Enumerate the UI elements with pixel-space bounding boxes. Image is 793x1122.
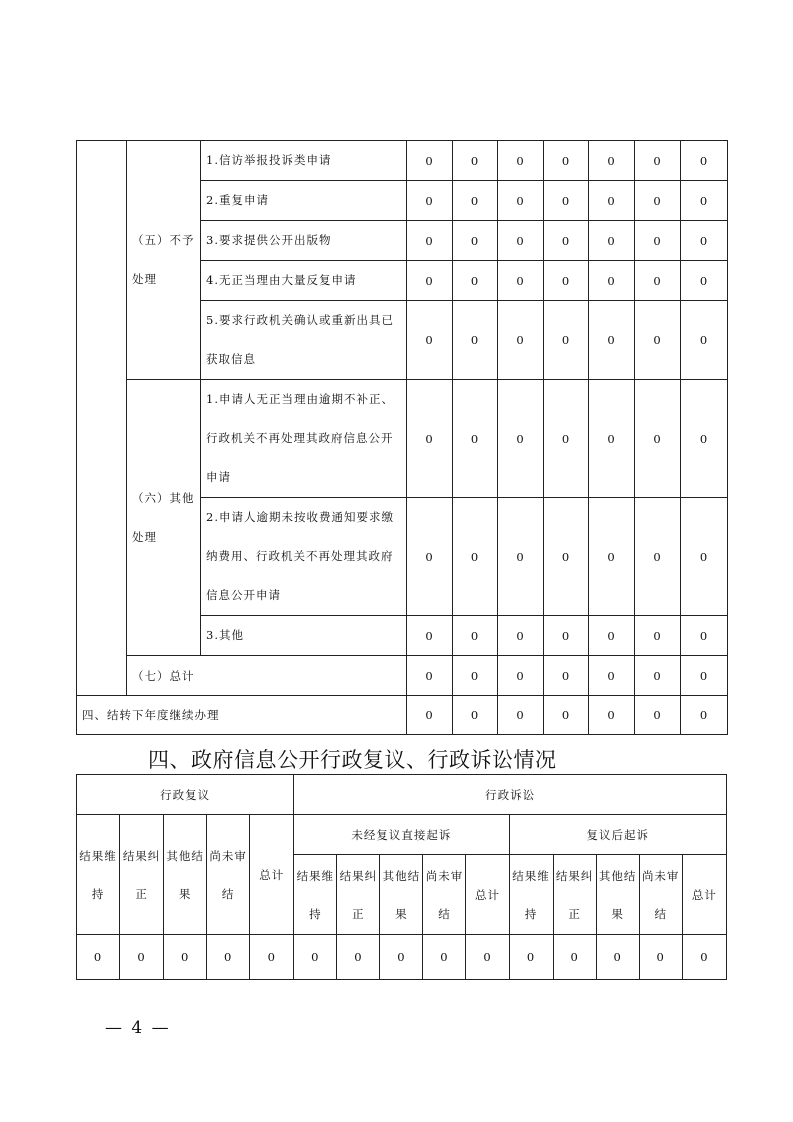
value-cell: 0 [453, 696, 498, 735]
carryover-label: 四、结转下年度继续办理 [77, 696, 407, 735]
value-cell: 0 [553, 935, 596, 980]
application-handling-table [76, 140, 728, 735]
after-review-col-header: 结果维持 [509, 855, 553, 935]
review-col-header: 总计 [250, 815, 294, 935]
total-row [77, 656, 728, 696]
direct-col-header: 尚未审结 [423, 855, 466, 935]
value-cell: 0 [407, 181, 453, 221]
value-cell: 0 [635, 380, 681, 498]
carryover-row [77, 696, 728, 735]
direct-col-header: 结果维持 [294, 855, 337, 935]
value-cell: 0 [635, 498, 681, 616]
review-col-header: 结果纠正 [120, 815, 164, 935]
value-cell: 0 [544, 301, 589, 380]
value-cell: 0 [498, 380, 544, 498]
value-cell: 0 [498, 301, 544, 380]
value-cell: 0 [589, 380, 635, 498]
review-col-header: 结果维持 [77, 815, 120, 935]
value-cell: 0 [681, 380, 728, 498]
value-cell: 0 [453, 498, 498, 616]
value-cell: 0 [498, 141, 544, 181]
value-cell: 0 [589, 261, 635, 301]
outer-blank-cell [77, 141, 127, 696]
value-cell: 0 [407, 616, 453, 656]
value-cell: 0 [453, 221, 498, 261]
row-label: 3.其他 [201, 616, 407, 656]
total-label: （七）总计 [127, 656, 407, 696]
after-review-header: 复议后起诉 [509, 815, 726, 855]
review-header: 行政复议 [77, 775, 294, 815]
value-cell: 0 [635, 141, 681, 181]
direct-col-header: 总计 [466, 855, 509, 935]
value-cell: 0 [681, 301, 728, 380]
direct-suit-header: 未经复议直接起诉 [294, 815, 509, 855]
value-cell: 0 [407, 141, 453, 181]
value-cell: 0 [681, 261, 728, 301]
value-cell: 0 [509, 935, 553, 980]
value-cell: 0 [589, 696, 635, 735]
group-label-other-processing: （六）其他处理 [127, 380, 201, 656]
group-label-no-processing: （五）不予处理 [127, 141, 201, 380]
review-litigation-table [76, 774, 727, 980]
value-cell: 0 [77, 935, 120, 980]
value-cell: 0 [681, 498, 728, 616]
value-cell: 0 [544, 656, 589, 696]
value-cell: 0 [544, 141, 589, 181]
value-cell: 0 [682, 935, 726, 980]
direct-col-header: 结果纠正 [337, 855, 380, 935]
page-number: — 4 — [105, 1018, 171, 1038]
value-cell: 0 [544, 616, 589, 656]
value-cell: 0 [207, 935, 250, 980]
value-cell: 0 [120, 935, 164, 980]
value-cell: 0 [589, 221, 635, 261]
section-heading: 四、政府信息公开行政复议、行政诉讼情况 [148, 748, 557, 772]
value-cell: 0 [544, 221, 589, 261]
direct-col-header: 其他结果 [380, 855, 423, 935]
value-cell: 0 [250, 935, 294, 980]
value-cell: 0 [337, 935, 380, 980]
value-cell: 0 [164, 935, 207, 980]
value-cell: 0 [294, 935, 337, 980]
value-cell: 0 [681, 181, 728, 221]
value-cell: 0 [544, 696, 589, 735]
value-cell: 0 [544, 181, 589, 221]
value-cell: 0 [635, 301, 681, 380]
row-label: 3.要求提供公开出版物 [201, 221, 407, 261]
value-cell: 0 [498, 261, 544, 301]
value-cell: 0 [453, 301, 498, 380]
value-cell: 0 [635, 656, 681, 696]
value-cell: 0 [407, 301, 453, 380]
value-cell: 0 [589, 498, 635, 616]
value-cell: 0 [407, 656, 453, 696]
value-cell: 0 [635, 261, 681, 301]
value-cell: 0 [589, 141, 635, 181]
value-cell: 0 [407, 696, 453, 735]
review-col-header: 尚未审结 [207, 815, 250, 935]
value-cell: 0 [635, 616, 681, 656]
value-cell: 0 [407, 261, 453, 301]
value-cell: 0 [380, 935, 423, 980]
value-cell: 0 [681, 616, 728, 656]
value-cell: 0 [639, 935, 682, 980]
value-cell: 0 [681, 141, 728, 181]
value-cell: 0 [407, 380, 453, 498]
row-label: 1.信访举报投诉类申请 [201, 141, 407, 181]
value-cell: 0 [544, 498, 589, 616]
value-cell: 0 [589, 616, 635, 656]
table-row [77, 380, 728, 498]
value-cell: 0 [589, 656, 635, 696]
value-cell: 0 [453, 141, 498, 181]
value-cell: 0 [453, 380, 498, 498]
value-cell: 0 [453, 656, 498, 696]
value-cell: 0 [635, 181, 681, 221]
value-cell: 0 [498, 696, 544, 735]
table-row [77, 141, 728, 181]
value-cell: 0 [596, 935, 639, 980]
value-cell: 0 [589, 181, 635, 221]
value-cell: 0 [681, 656, 728, 696]
value-cell: 0 [407, 221, 453, 261]
value-cell: 0 [498, 498, 544, 616]
review-col-header: 其他结果 [164, 815, 207, 935]
value-cell: 0 [498, 221, 544, 261]
value-cell: 0 [423, 935, 466, 980]
value-cell: 0 [498, 616, 544, 656]
value-cell: 0 [453, 616, 498, 656]
value-cell: 0 [466, 935, 509, 980]
after-review-col-header: 尚未审结 [639, 855, 682, 935]
row-label: 2.申请人逾期未按收费通知要求缴纳费用、行政机关不再处理其政府信息公开申请 [201, 498, 407, 616]
after-review-col-header: 其他结果 [596, 855, 639, 935]
value-cell: 0 [681, 696, 728, 735]
value-cell: 0 [635, 221, 681, 261]
row-label: 1.申请人无正当理由逾期不补正、行政机关不再处理其政府信息公开申请 [201, 380, 407, 498]
value-cell: 0 [407, 498, 453, 616]
row-label: 5.要求行政机关确认或重新出具已获取信息 [201, 301, 407, 380]
value-cell: 0 [498, 181, 544, 221]
value-cell: 0 [635, 696, 681, 735]
value-cell: 0 [544, 380, 589, 498]
litigation-header: 行政诉讼 [294, 775, 727, 815]
row-label: 2.重复申请 [201, 181, 407, 221]
after-review-col-header: 总计 [682, 855, 726, 935]
value-cell: 0 [498, 656, 544, 696]
value-cell: 0 [681, 221, 728, 261]
value-cell: 0 [589, 301, 635, 380]
value-cell: 0 [453, 181, 498, 221]
value-cell: 0 [453, 261, 498, 301]
after-review-col-header: 结果纠正 [553, 855, 596, 935]
row-label: 4.无正当理由大量反复申请 [201, 261, 407, 301]
value-cell: 0 [544, 261, 589, 301]
